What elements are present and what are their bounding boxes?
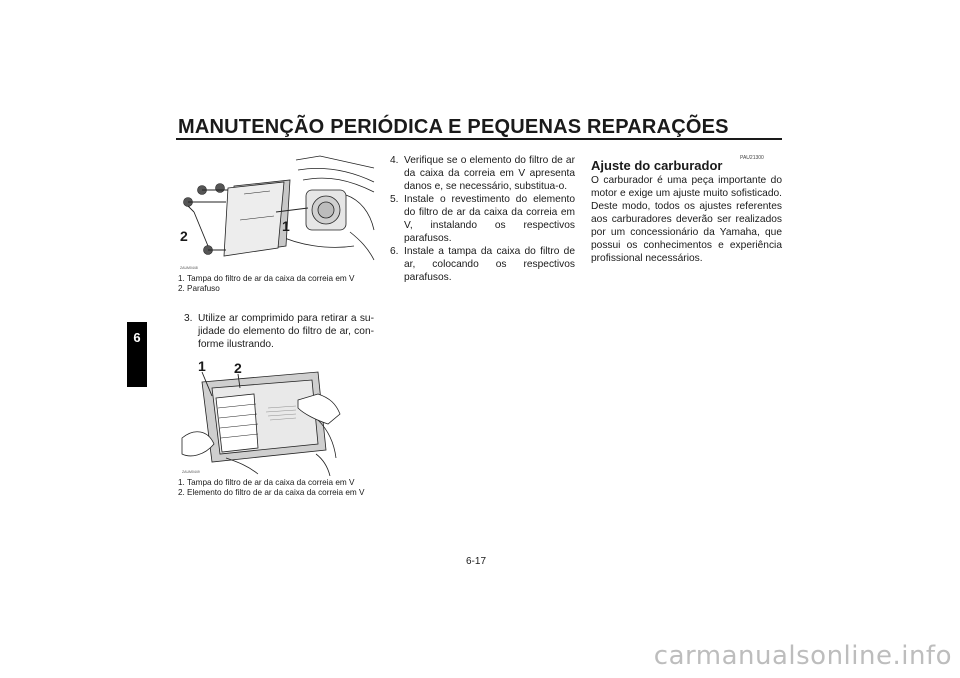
caption-number: 1.	[178, 274, 185, 283]
step-3	[184, 312, 374, 351]
chapter-number: 6	[133, 330, 141, 345]
figure-2-callout-1: 1	[198, 358, 206, 374]
figure-2-drawing	[178, 358, 378, 476]
header-rule	[176, 138, 782, 140]
caption-number: 1.	[178, 478, 185, 487]
figure-1-drawing	[178, 150, 378, 276]
caption-item	[178, 274, 374, 284]
list-item	[390, 154, 575, 193]
caption-item	[178, 284, 374, 294]
figure-2-illustration	[178, 358, 378, 476]
steps-4-to-6	[390, 154, 575, 284]
list-item	[390, 193, 575, 245]
list-item	[390, 245, 575, 284]
step-number: 4.	[390, 155, 399, 166]
step-number: 5.	[390, 194, 399, 205]
chapter-tab	[127, 322, 147, 387]
caption-text: Parafuso	[187, 284, 220, 293]
caption-item	[178, 488, 374, 498]
list-item	[184, 312, 374, 351]
figure-2-callout-2: 2	[234, 360, 242, 376]
figure-1-callout-2: 2	[180, 228, 188, 244]
section-body: O carburador é uma peça importante do motor e exige um ajuste muito sofisticado. Deste modo, todos os ajustes referentes aos carburadores deverão ser realizados por um concessionário da Yamaha, que possui os conhecimentos e experiência profissional necessários.	[591, 175, 782, 264]
caption-text: Tampa do filtro de ar da caixa da correia em V	[187, 274, 355, 283]
page-number: 6-17	[466, 556, 487, 567]
step-text: Verifique se o elemento do filtro de ar da caixa da correia em V apresenta danos e, se necessário, substitua-o.	[404, 155, 575, 192]
caption-number: 2.	[178, 488, 185, 497]
figure-1-code: ZAUM0448	[180, 266, 198, 270]
figure-2-caption	[178, 478, 374, 498]
step-number: 6.	[390, 246, 399, 257]
step-number: 3.	[184, 313, 193, 324]
figure-1-callout-1: 1	[282, 218, 290, 234]
caption-text: Tampa do filtro de ar da caixa da correia em V	[187, 478, 355, 487]
step-text: Instale o revestimento do elemento do filtro de ar da caixa da correia em V, instalando os respectivos parafusos.	[404, 194, 575, 244]
caption-text: Elemento do filtro de ar da caixa da correia em V	[187, 488, 365, 497]
figure-1-caption	[178, 274, 374, 294]
section-code: PAU21300	[740, 155, 764, 161]
caption-item	[178, 478, 374, 488]
section-title: Ajuste do carburador	[591, 158, 723, 173]
page-title: MANUTENÇÃO PERIÓDICA E PEQUENAS REPARAÇÕES	[178, 116, 729, 138]
step-text: Instale a tampa da caixa do filtro de ar, colocando os respectivos parafusos.	[404, 246, 575, 283]
figure-2-code: ZAUM0449	[182, 470, 200, 474]
watermark: carmanualsonline.info	[653, 641, 952, 671]
step-text: Utilize ar comprimido para retirar a su-jidade do elemento do filtro de ar, con-forme ilustrando.	[198, 313, 374, 350]
figure-1-illustration	[178, 150, 378, 276]
caption-number: 2.	[178, 284, 185, 293]
